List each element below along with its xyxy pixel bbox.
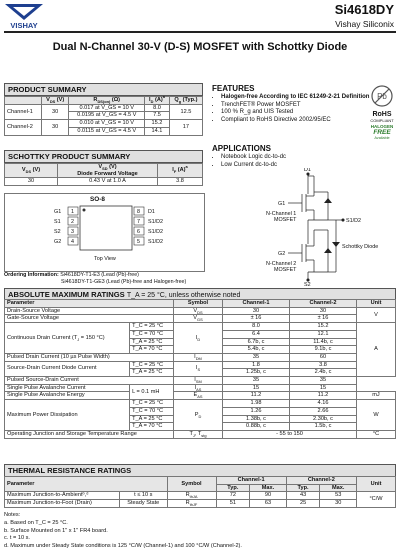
cell: 1.26 [223,407,290,415]
ordering-info [4,272,186,286]
unit: V [357,307,396,322]
abs-max-condition: T_A = 25 °C, unless otherwise noted [126,292,241,299]
cell: 17 [169,120,202,135]
condition: Steady State [120,500,167,508]
symbol: $I_S$ [174,361,223,376]
col-header: $Q_g$ (Typ.) [169,97,202,105]
table-row [5,430,396,438]
abs-max-title: ABSOLUTE MAXIMUM RATINGS [8,290,125,299]
cell: 30 [290,307,357,315]
feature-item: • Compliant to RoHS Directive 2002/95/EC [221,117,373,125]
application-item: • Notebook Logic dc-to-dc [221,154,286,162]
free-label: FREE [373,129,391,136]
cell: 0.0195 at V_GS = 4.5 V [69,112,145,120]
application-item: • Low Current dc-to-dc [221,162,286,170]
s2-label: S2 [304,282,311,286]
vishay-logo-icon [4,3,44,29]
notes-label: Notes: [4,512,21,518]
table-row [5,178,203,186]
condition: T_A = 25 °C [130,369,174,377]
header-rule [4,31,396,33]
pb-free-icon [370,84,394,108]
cell: 15 [290,384,357,392]
ordering-line2: Si4618DY-T1-GE3 (Lead (Pb)-free and Halogen-free) [61,279,187,286]
note-item: d. Maximum under Steady State conditions is 125 °C/W (Channel-1) and 100 °C/W (Channel-2). [4,543,242,550]
product-summary-heading: PRODUCT SUMMARY [4,83,203,96]
cell: 2.66 [290,407,357,415]
symbol: $R_{thJA}$ [167,492,216,500]
pin1-dot [83,209,86,212]
cell: 11.2 [290,392,357,400]
col-header: Channel-2 [286,477,356,485]
condition: T_A = 70 °C [130,346,174,354]
unit: A [357,323,396,377]
applications-heading: APPLICATIONS [212,144,271,153]
col-header [5,97,42,105]
unit: W [357,400,396,431]
table-row [5,104,203,112]
sub-header: Max. [250,484,287,492]
features-heading: FEATURES [212,84,255,93]
mos2-label: N-Channel 2 [266,261,297,267]
col-header: $V_{SD}$ (V) Diode Forward Voltage [58,164,158,178]
pin-label: S2 [54,229,61,235]
table-row [5,361,396,369]
table-header-row [5,477,396,485]
so8-package-diagram [4,200,203,270]
condition: T_C = 70 °C [130,330,174,338]
product-summary-table [4,96,203,136]
condition: T_A = 70 °C [130,423,174,431]
cell: 72 [216,492,250,500]
param: Maximum Junction-to-Foot (Drain) [5,500,120,508]
package-name: SO-8 [90,196,105,203]
condition: T_A = 25 °C [130,415,174,423]
vishay-logo [4,3,44,29]
col-header: Channel-1 [223,300,290,308]
symbol: $P_D$ [174,400,223,431]
cell: 5.4b, c [223,346,290,354]
table-row [5,492,396,500]
col-header: $R_{DS(on)}$ (Ω) [69,97,145,105]
cell: 15.2 [145,120,170,128]
svg-text:Pb: Pb [377,92,387,101]
part-number: Si4618DY [334,2,394,17]
g1-label: G1 [278,201,286,207]
symbol: $T_J$, $T_{stg}$ [174,430,223,438]
mos1-label: N-Channel 1 [266,211,297,217]
sub-header: Typ. [216,484,250,492]
param: Pulsed Source-Drain Current [5,377,174,385]
cell: 7.5 [145,112,170,120]
cell: 43 [286,492,320,500]
cell: 1.38b, c [223,415,290,423]
pin-label: G2 [54,239,62,245]
cell: 35 [223,377,290,385]
table-header-row [5,97,203,105]
body-diode-1 [324,198,332,203]
col-header: Symbol [174,300,223,308]
notes [4,512,242,551]
d1-label: D1 [304,168,311,173]
param: Source-Drain Current Diode Current [5,361,130,376]
cell: 63 [250,500,287,508]
rohs-compliant: COMPLIANT [370,118,394,123]
abs-max-table [4,299,396,439]
thermal-table [4,476,396,508]
rohs-label: RoHS [372,111,392,118]
thermal-heading: THERMAL RESISTANCE RATINGS [4,464,396,477]
cell: 4.16 [290,400,357,408]
cell: ± 16 [223,315,290,323]
table-row [5,384,396,392]
condition: T_C = 25 °C [130,400,174,408]
cell: - 55 to 150 [223,430,357,438]
mos1-label-line2: MOSFET [274,217,297,223]
table-row [5,120,203,128]
col-header: Parameter [5,300,174,308]
param: Pulsed Drain Current (10 µs Pulse Width) [5,353,174,361]
page-title: Dual N-Channel 30-V (D-S) MOSFET with Schottky Diode [52,41,348,53]
pin-number: 8 [137,209,140,215]
pin-label: D1 [148,209,155,215]
sub-header: Typ. [286,484,320,492]
g2-label: G2 [278,251,286,257]
cell: 8.0 [145,104,170,112]
cell: 2.4b, c [290,369,357,377]
note-item: a. Based on T_C = 25 °C. [4,519,68,526]
cell: 14.1 [145,127,170,135]
note-item: c. t = 10 s. [4,535,30,542]
cell: 35 [290,377,357,385]
pin-number: 2 [71,219,74,225]
condition: T_C = 25 °C [130,361,174,369]
table-row [5,500,396,508]
condition: T_C = 70 °C [130,407,174,415]
cell: 0.017 at V_GS = 10 V [69,104,145,112]
pin-label: S1/D2 [148,219,163,225]
cell: 11.4b, c [290,338,357,346]
cell: 1.5b, c [290,423,357,431]
pin-number: 5 [137,239,140,245]
condition: t ≤ 10 s [120,492,167,500]
table-row [5,353,396,361]
cell: 30 [5,178,58,186]
cell: 0.010 at V_GS = 10 V [69,120,145,128]
symbol: $R_{thJF}$ [167,500,216,508]
col-header: Parameter [5,477,168,492]
s1d2-label: S1/D2 [346,218,361,224]
cell: 35 [223,353,290,361]
cell: 1.8 [223,361,290,369]
cell: 53 [320,492,357,500]
pin-number: 3 [71,229,74,235]
note-item: b. Surface Mounted on 1" x 1" FR4 board. [4,527,108,534]
unit: mJ [357,392,396,400]
symbol: $V_{GS}$ [174,315,223,323]
body-diode-2 [324,248,332,253]
ordering-line1: Si4618DY-T1-E3 (Lead (Pb)-free) [60,272,139,278]
cell: 30 [42,120,69,135]
cell: 6.4 [223,330,290,338]
schottky-label: Schottky Diode [342,244,379,250]
pin-number: 1 [71,209,74,215]
unit: °C [357,430,396,438]
param: Single Pulse Avalanche Current [5,384,130,392]
row-label: Channel-1 [5,104,42,119]
feature-item: • Halogen-free According to IEC 61249-2-21 Definition [221,94,373,102]
pin-label: S1/D2 [148,229,163,235]
pin-label: G1 [54,209,62,215]
cell: 30 [223,307,290,315]
symbol: $I_D$ [174,323,223,354]
sub-header: Max. [320,484,357,492]
param: Drain-Source Voltage [5,307,174,315]
cell: 51 [216,500,250,508]
schottky-summary-table [4,163,203,186]
company-name: Vishay Siliconix [335,19,394,29]
table-row [5,377,396,385]
param: Continuous Drain Current ($T_J = 150$ °C) [5,323,130,354]
param: Single Pulse Avalanche Energy [5,392,130,400]
features-list [212,94,373,124]
cell: 11.2 [223,392,290,400]
cell: 1.98 [223,400,290,408]
cell: 15 [223,384,290,392]
mos2-label-line2: MOSFET [274,267,297,273]
feature-item: • 100 % R_g and UIS Tested [221,109,373,117]
col-header: Symbol [167,477,216,492]
cell: 12.5 [169,104,202,119]
feature-item: • TrenchFET® Power MOSFET [221,102,373,110]
col-header: Channel-2 [290,300,357,308]
halogen-label: HALOGEN [370,124,394,129]
table-row [5,307,396,315]
symbol: $V_{DS}$ [174,307,223,315]
col-header: Unit [357,300,396,308]
col-header: Channel-1 [216,477,286,485]
col-header: $V_{DS}$ (V) [5,164,58,178]
col-header: $I_D$ $(A)^a$ [145,97,170,105]
col-header: Unit [357,477,396,492]
row-label: Channel-2 [5,120,42,135]
col-header: $V_{DS}$ (V) [42,97,69,105]
table-header-row [5,164,203,178]
table-row [5,400,396,408]
cell: 30 [320,500,357,508]
circuit-schematic [218,168,398,286]
schottky-summary-heading: SCHOTTKY PRODUCT SUMMARY [4,150,203,163]
cell: 6.7b, c [223,338,290,346]
cell: 0.88b, c [223,423,290,431]
cell: 90 [250,492,287,500]
cell: 30 [42,104,69,119]
top-view-label: Top View [94,256,116,262]
cell: 25 [286,500,320,508]
cell: 9.1b, c [290,346,357,354]
cell: 1.25b, c [223,369,290,377]
pin-number: 4 [71,239,74,245]
cell: 3.8 [158,178,203,186]
cell: 2.30b, c [290,415,357,423]
symbol: $I_{DM}$ [174,353,223,361]
pin-number: 7 [137,219,140,225]
col-header: $I_F$ $(A)^a$ [158,164,203,178]
schottky-diode-symbol [332,242,340,247]
available-label: Available [374,136,390,140]
param: Maximum Junction-to-Ambientᵇ,ᵈ [5,492,120,500]
symbol: $I_{AS}$ [174,384,223,392]
pin-label: S1 [54,219,61,225]
logo-text: VISHAY [10,21,38,29]
package-body [80,206,132,250]
cell: 0.43 V at 1.0 A [58,178,158,186]
cell: 60 [290,353,357,361]
cell: 8.0 [223,323,290,331]
cell: 12.1 [290,330,357,338]
symbol: $E_{AS}$ [174,392,223,400]
table-row [5,315,396,323]
cell: 3.8 [290,361,357,369]
pin-number: 6 [137,229,140,235]
param: Operating Junction and Storage Temperature Range [5,430,174,438]
ordering-label: Ordering Information: [4,272,59,278]
cell: 15.2 [290,323,357,331]
pin-label: S1/D2 [148,239,163,245]
cell: 0.0115 at V_GS = 4.5 V [69,127,145,135]
param: Gate-Source Voltage [5,315,174,323]
table-header-row [5,300,396,308]
condition: T_C = 25 °C [130,323,174,331]
unit: °C/W [357,492,396,507]
table-row [5,392,396,400]
cell: ± 16 [290,315,357,323]
condition: T_A = 25 °C [130,338,174,346]
param: Maximum Power Dissipation [5,400,130,431]
lead-free-badge [370,84,394,108]
rohs-badge [368,111,396,140]
symbol: $I_{SM}$ [174,377,223,385]
condition: L = 0.1 mH [130,384,174,399]
table-row [5,323,396,331]
